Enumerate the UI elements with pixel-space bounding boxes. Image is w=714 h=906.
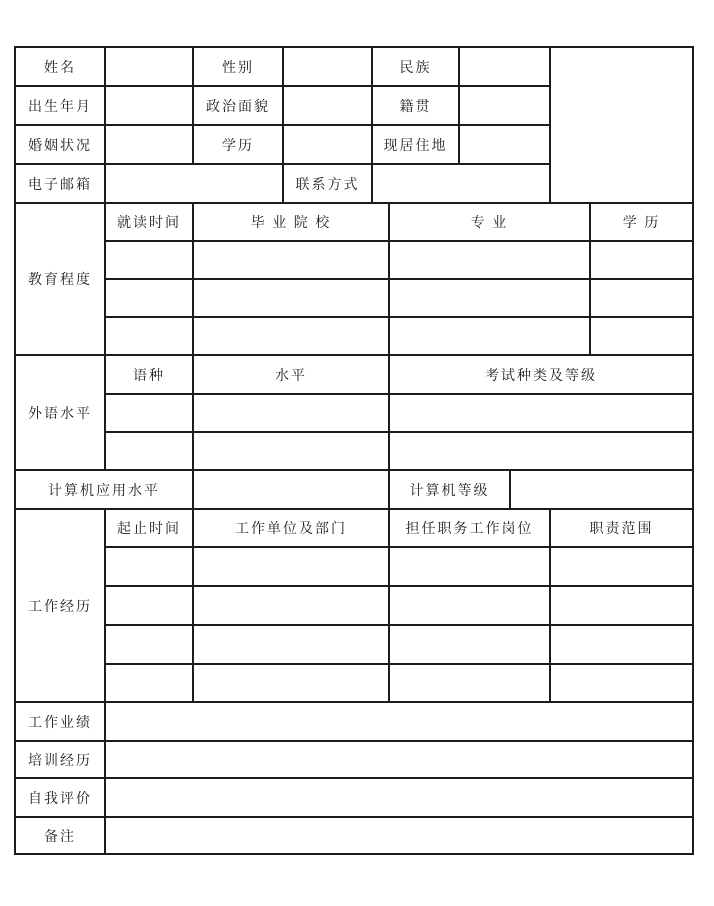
remarks-label: 备注 [15, 817, 105, 854]
education-data-row [15, 317, 693, 355]
work-period-cell[interactable] [105, 664, 193, 702]
language-exam-cell[interactable] [389, 432, 693, 470]
name-label: 姓名 [15, 47, 105, 86]
computer-row [15, 470, 693, 509]
political-status-label: 政治面貌 [193, 86, 283, 125]
education-data-row [15, 241, 693, 279]
language-exam-header: 考试种类及等级 [389, 355, 693, 394]
work-duty-cell[interactable] [550, 625, 693, 664]
language-data-row [15, 394, 693, 432]
training-row [15, 741, 693, 778]
language-data-row [15, 432, 693, 470]
gender-label: 性别 [193, 47, 283, 86]
work-position-header: 担任职务工作岗位 [389, 509, 550, 547]
work-position-cell[interactable] [389, 547, 550, 586]
work-company-cell[interactable] [193, 664, 389, 702]
work-period-cell[interactable] [105, 586, 193, 625]
education-school-header: 毕 业 院 校 [193, 203, 389, 241]
remarks-input-cell[interactable] [105, 817, 693, 854]
work-position-cell[interactable] [389, 664, 550, 702]
education-time-cell[interactable] [105, 317, 193, 355]
work-company-cell[interactable] [193, 547, 389, 586]
photo-area[interactable] [550, 47, 693, 203]
contact-label: 联系方式 [283, 164, 372, 203]
education-degree-input-cell[interactable] [283, 125, 372, 164]
work-position-cell[interactable] [389, 586, 550, 625]
education-school-cell[interactable] [193, 317, 389, 355]
resume-form-table [14, 46, 694, 855]
work-header-row [15, 509, 693, 547]
achievements-row [15, 702, 693, 741]
work-duty-cell[interactable] [550, 664, 693, 702]
education-school-cell[interactable] [193, 241, 389, 279]
achievements-input-cell[interactable] [105, 702, 693, 741]
email-input-cell[interactable] [105, 164, 283, 203]
work-section-title: 工作经历 [15, 509, 105, 702]
language-level-cell[interactable] [193, 394, 389, 432]
native-place-input-cell[interactable] [459, 86, 550, 125]
ethnicity-label: 民族 [372, 47, 459, 86]
contact-input-cell[interactable] [372, 164, 550, 203]
remarks-row [15, 817, 693, 854]
computer-grade-label: 计算机等级 [389, 470, 510, 509]
residence-label: 现居住地 [372, 125, 459, 164]
education-degree-label: 学历 [193, 125, 283, 164]
native-place-label: 籍贯 [372, 86, 459, 125]
language-type-header: 语种 [105, 355, 193, 394]
education-section-title: 教育程度 [15, 203, 105, 355]
marital-status-label: 婚姻状况 [15, 125, 105, 164]
work-data-row [15, 586, 693, 625]
basic-row-1 [15, 47, 693, 86]
education-major-header: 专 业 [389, 203, 590, 241]
email-label: 电子邮箱 [15, 164, 105, 203]
language-exam-cell[interactable] [389, 394, 693, 432]
self-evaluation-row [15, 778, 693, 817]
birth-date-input-cell[interactable] [105, 86, 193, 125]
training-label: 培训经历 [15, 741, 105, 778]
computer-level-input-cell[interactable] [193, 470, 389, 509]
language-section-title: 外语水平 [15, 355, 105, 470]
work-data-row [15, 625, 693, 664]
language-type-cell[interactable] [105, 432, 193, 470]
language-level-header: 水平 [193, 355, 389, 394]
political-status-input-cell[interactable] [283, 86, 372, 125]
residence-input-cell[interactable] [459, 125, 550, 164]
work-position-cell[interactable] [389, 625, 550, 664]
work-period-cell[interactable] [105, 547, 193, 586]
achievements-label: 工作业绩 [15, 702, 105, 741]
work-period-cell[interactable] [105, 625, 193, 664]
education-time-cell[interactable] [105, 279, 193, 317]
education-degree-cell[interactable] [590, 317, 693, 355]
work-company-header: 工作单位及部门 [193, 509, 389, 547]
work-data-row [15, 547, 693, 586]
self-evaluation-label: 自我评价 [15, 778, 105, 817]
education-major-cell[interactable] [389, 279, 590, 317]
birth-date-label: 出生年月 [15, 86, 105, 125]
training-input-cell[interactable] [105, 741, 693, 778]
education-time-cell[interactable] [105, 241, 193, 279]
language-type-cell[interactable] [105, 394, 193, 432]
education-major-cell[interactable] [389, 317, 590, 355]
work-duty-cell[interactable] [550, 547, 693, 586]
ethnicity-input-cell[interactable] [459, 47, 550, 86]
language-level-cell[interactable] [193, 432, 389, 470]
work-duty-header: 职责范围 [550, 509, 693, 547]
education-degree-cell[interactable] [590, 279, 693, 317]
education-degree-header: 学 历 [590, 203, 693, 241]
work-data-row [15, 664, 693, 702]
education-major-cell[interactable] [389, 241, 590, 279]
marital-status-input-cell[interactable] [105, 125, 193, 164]
education-time-header: 就读时间 [105, 203, 193, 241]
computer-grade-input-cell[interactable] [510, 470, 693, 509]
education-data-row [15, 279, 693, 317]
education-degree-cell[interactable] [590, 241, 693, 279]
work-company-cell[interactable] [193, 586, 389, 625]
work-period-header: 起止时间 [105, 509, 193, 547]
work-duty-cell[interactable] [550, 586, 693, 625]
name-input-cell[interactable] [105, 47, 193, 86]
gender-input-cell[interactable] [283, 47, 372, 86]
language-header-row [15, 355, 693, 394]
computer-level-label: 计算机应用水平 [15, 470, 193, 509]
self-evaluation-input-cell[interactable] [105, 778, 693, 817]
education-header-row [15, 203, 693, 241]
education-school-cell[interactable] [193, 279, 389, 317]
work-company-cell[interactable] [193, 625, 389, 664]
